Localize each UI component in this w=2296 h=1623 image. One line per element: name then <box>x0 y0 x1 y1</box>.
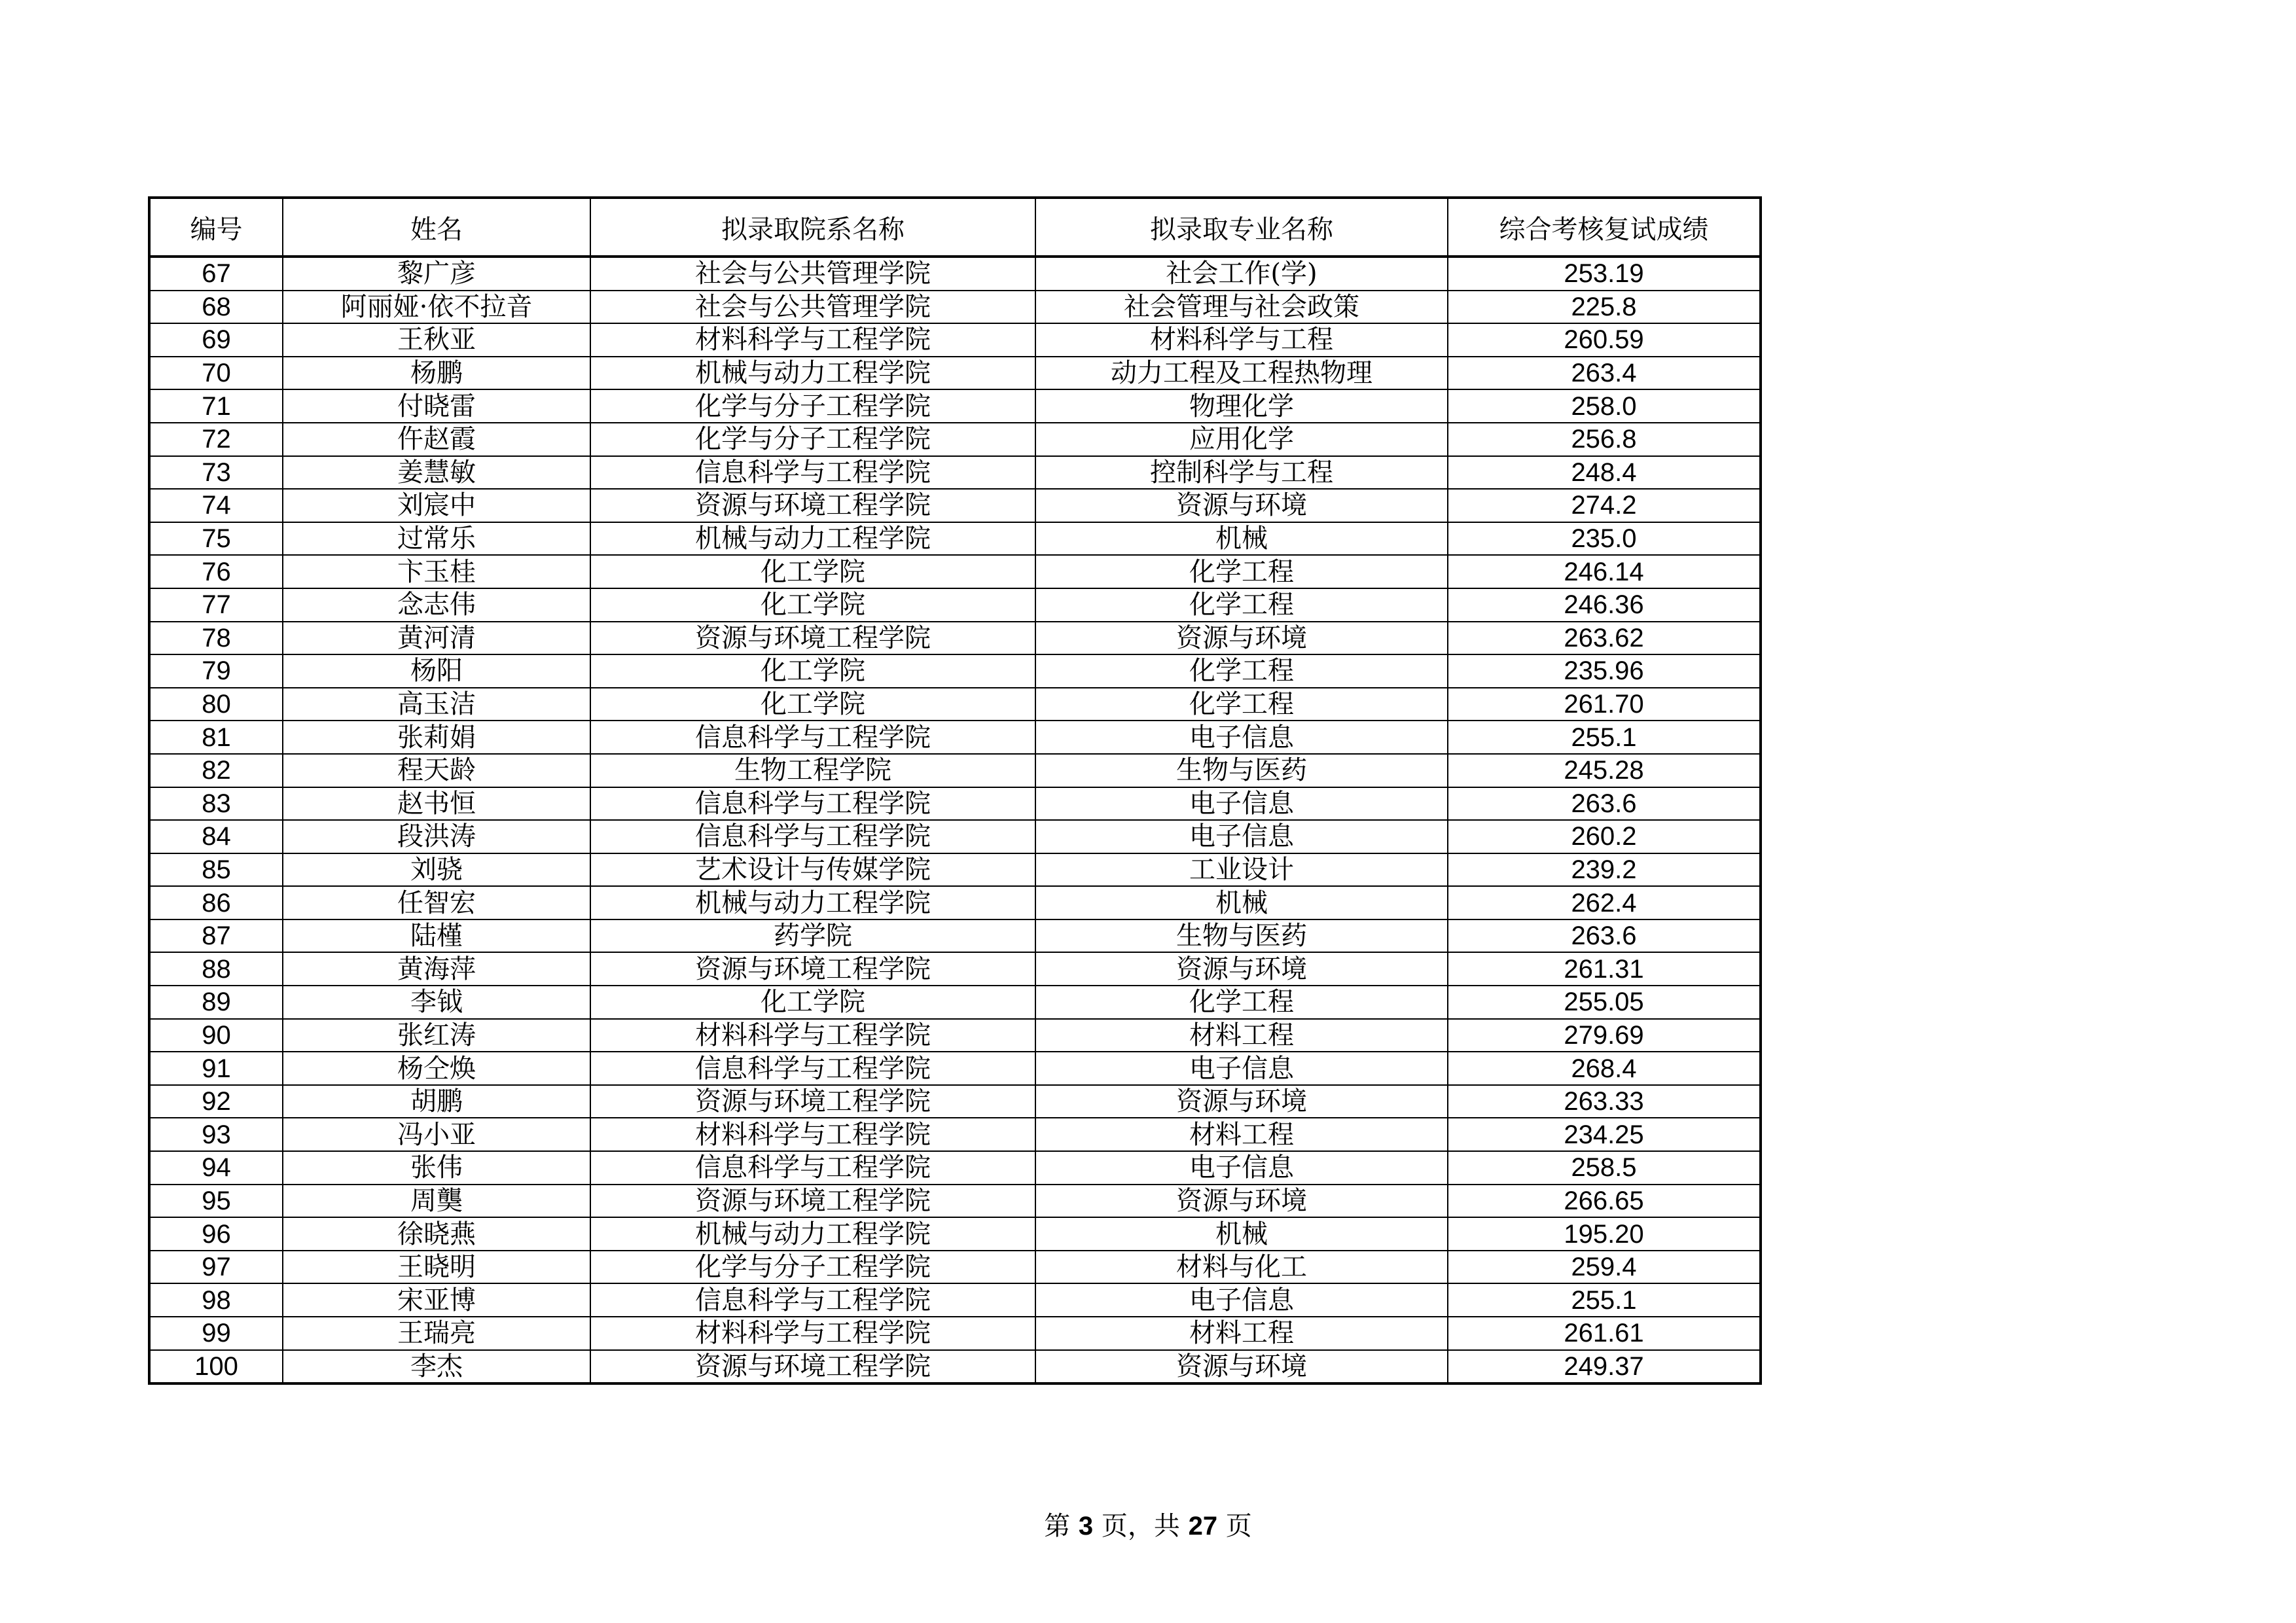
header-id: 编号 <box>149 198 283 257</box>
cell-id: 85 <box>149 853 283 887</box>
cell-id: 86 <box>149 886 283 919</box>
table-row <box>149 622 1761 655</box>
cell-department: 化学与分子工程学院 <box>590 389 1035 423</box>
cell-department: 资源与环境工程学院 <box>590 1350 1035 1384</box>
cell-major: 资源与环境 <box>1035 1350 1448 1384</box>
cell-id: 79 <box>149 654 283 688</box>
cell-major: 物理化学 <box>1035 389 1448 423</box>
cell-department: 机械与动力工程学院 <box>590 1217 1035 1251</box>
table-row <box>149 522 1761 556</box>
header-score: 综合考核复试成绩 <box>1448 198 1761 257</box>
table-row <box>149 323 1761 357</box>
cell-name: 黎广彦 <box>283 257 590 291</box>
footer-prefix: 第 <box>1044 1511 1079 1541</box>
cell-department: 材料科学与工程学院 <box>590 1019 1035 1052</box>
cell-name: 程天龄 <box>283 754 590 787</box>
cell-major: 工业设计 <box>1035 853 1448 887</box>
admission-score-table <box>148 196 1762 1385</box>
table-row <box>149 986 1761 1019</box>
cell-id: 82 <box>149 754 283 787</box>
cell-name: 念志伟 <box>283 588 590 622</box>
table-row <box>149 1217 1761 1251</box>
cell-department: 信息科学与工程学院 <box>590 1283 1035 1317</box>
table-row <box>149 1052 1761 1085</box>
cell-score: 263.62 <box>1448 622 1761 655</box>
cell-id: 72 <box>149 423 283 456</box>
page-footer <box>0 1505 2296 1543</box>
cell-department: 资源与环境工程学院 <box>590 1185 1035 1218</box>
cell-id: 84 <box>149 820 283 853</box>
cell-name: 张伟 <box>283 1151 590 1185</box>
table-row <box>149 456 1761 490</box>
cell-department: 资源与环境工程学院 <box>590 952 1035 986</box>
cell-id: 100 <box>149 1350 283 1384</box>
cell-name: 李钺 <box>283 986 590 1019</box>
table-row <box>149 1283 1761 1317</box>
table-row <box>149 1151 1761 1185</box>
header-department: 拟录取院系名称 <box>590 198 1035 257</box>
cell-department: 化工学院 <box>590 588 1035 622</box>
cell-major: 电子信息 <box>1035 721 1448 754</box>
cell-score: 262.4 <box>1448 886 1761 919</box>
cell-name: 仵赵霞 <box>283 423 590 456</box>
cell-score: 235.0 <box>1448 522 1761 556</box>
cell-name: 姜慧敏 <box>283 456 590 490</box>
cell-major: 资源与环境 <box>1035 622 1448 655</box>
table-row <box>149 1350 1761 1384</box>
cell-id: 88 <box>149 952 283 986</box>
footer-suffix: 页 <box>1217 1511 1252 1541</box>
cell-score: 239.2 <box>1448 853 1761 887</box>
cell-name: 张莉娟 <box>283 721 590 754</box>
cell-name: 陆槿 <box>283 919 590 953</box>
cell-score: 246.14 <box>1448 555 1761 588</box>
cell-id: 95 <box>149 1185 283 1218</box>
cell-name: 周龑 <box>283 1185 590 1218</box>
cell-score: 266.65 <box>1448 1185 1761 1218</box>
cell-score: 255.1 <box>1448 721 1761 754</box>
cell-id: 94 <box>149 1151 283 1185</box>
table-row <box>149 886 1761 919</box>
cell-name: 杨鹏 <box>283 357 590 390</box>
cell-score: 225.8 <box>1448 291 1761 324</box>
cell-id: 67 <box>149 257 283 291</box>
cell-score: 195.20 <box>1448 1217 1761 1251</box>
cell-major: 资源与环境 <box>1035 1185 1448 1218</box>
cell-department: 社会与公共管理学院 <box>590 291 1035 324</box>
cell-department: 信息科学与工程学院 <box>590 787 1035 821</box>
cell-major: 材料工程 <box>1035 1019 1448 1052</box>
table-row <box>149 820 1761 853</box>
cell-major: 机械 <box>1035 886 1448 919</box>
cell-name: 冯小亚 <box>283 1118 590 1151</box>
current-page-number: 3 <box>1078 1512 1094 1541</box>
cell-name: 刘宸中 <box>283 489 590 522</box>
cell-name: 王秋亚 <box>283 323 590 357</box>
cell-department: 信息科学与工程学院 <box>590 820 1035 853</box>
cell-score: 258.5 <box>1448 1151 1761 1185</box>
table-header <box>149 198 1761 257</box>
cell-name: 张红涛 <box>283 1019 590 1052</box>
cell-id: 87 <box>149 919 283 953</box>
cell-name: 付晓雷 <box>283 389 590 423</box>
cell-id: 92 <box>149 1085 283 1118</box>
table-body <box>149 257 1761 1383</box>
cell-score: 245.28 <box>1448 754 1761 787</box>
cell-name: 杨仝焕 <box>283 1052 590 1085</box>
cell-id: 78 <box>149 622 283 655</box>
cell-id: 91 <box>149 1052 283 1085</box>
cell-name: 任智宏 <box>283 886 590 919</box>
cell-id: 81 <box>149 721 283 754</box>
cell-major: 动力工程及工程热物理 <box>1035 357 1448 390</box>
cell-major: 资源与环境 <box>1035 489 1448 522</box>
cell-name: 宋亚博 <box>283 1283 590 1317</box>
cell-department: 药学院 <box>590 919 1035 953</box>
table-row <box>149 1019 1761 1052</box>
cell-score: 234.25 <box>1448 1118 1761 1151</box>
cell-name: 胡鹏 <box>283 1085 590 1118</box>
cell-score: 253.19 <box>1448 257 1761 291</box>
table-row <box>149 654 1761 688</box>
cell-name: 黄河清 <box>283 622 590 655</box>
cell-score: 261.61 <box>1448 1317 1761 1350</box>
cell-department: 化工学院 <box>590 654 1035 688</box>
cell-department: 信息科学与工程学院 <box>590 1052 1035 1085</box>
cell-major: 材料与化工 <box>1035 1251 1448 1284</box>
table-row <box>149 853 1761 887</box>
cell-id: 89 <box>149 986 283 1019</box>
cell-id: 90 <box>149 1019 283 1052</box>
cell-score: 259.4 <box>1448 1251 1761 1284</box>
cell-score: 260.2 <box>1448 820 1761 853</box>
cell-name: 王瑞亮 <box>283 1317 590 1350</box>
cell-name: 过常乐 <box>283 522 590 556</box>
cell-department: 生物工程学院 <box>590 754 1035 787</box>
cell-department: 信息科学与工程学院 <box>590 456 1035 490</box>
cell-id: 74 <box>149 489 283 522</box>
table-row <box>149 952 1761 986</box>
cell-department: 化工学院 <box>590 555 1035 588</box>
cell-id: 70 <box>149 357 283 390</box>
table-row <box>149 721 1761 754</box>
cell-major: 控制科学与工程 <box>1035 456 1448 490</box>
cell-score: 263.33 <box>1448 1085 1761 1118</box>
cell-department: 资源与环境工程学院 <box>590 489 1035 522</box>
table-row <box>149 1251 1761 1284</box>
cell-department: 化工学院 <box>590 986 1035 1019</box>
cell-id: 93 <box>149 1118 283 1151</box>
cell-score: 255.1 <box>1448 1283 1761 1317</box>
cell-department: 信息科学与工程学院 <box>590 1151 1035 1185</box>
cell-name: 段洪涛 <box>283 820 590 853</box>
cell-score: 248.4 <box>1448 456 1761 490</box>
cell-name: 刘骁 <box>283 853 590 887</box>
table-row <box>149 1317 1761 1350</box>
cell-major: 化学工程 <box>1035 986 1448 1019</box>
footer-middle: 页，共 <box>1093 1511 1189 1541</box>
cell-department: 化学与分子工程学院 <box>590 423 1035 456</box>
cell-score: 261.70 <box>1448 688 1761 721</box>
cell-major: 机械 <box>1035 1217 1448 1251</box>
cell-major: 社会工作(学) <box>1035 257 1448 291</box>
cell-major: 资源与环境 <box>1035 952 1448 986</box>
cell-id: 75 <box>149 522 283 556</box>
cell-name: 杨阳 <box>283 654 590 688</box>
cell-score: 268.4 <box>1448 1052 1761 1085</box>
cell-name: 卞玉桂 <box>283 555 590 588</box>
cell-id: 77 <box>149 588 283 622</box>
cell-id: 71 <box>149 389 283 423</box>
cell-name: 王晓明 <box>283 1251 590 1284</box>
cell-department: 社会与公共管理学院 <box>590 257 1035 291</box>
cell-major: 电子信息 <box>1035 1151 1448 1185</box>
cell-department: 机械与动力工程学院 <box>590 522 1035 556</box>
table-row <box>149 389 1761 423</box>
table-row <box>149 1085 1761 1118</box>
cell-major: 资源与环境 <box>1035 1085 1448 1118</box>
cell-major: 电子信息 <box>1035 820 1448 853</box>
table-row <box>149 555 1761 588</box>
cell-department: 资源与环境工程学院 <box>590 622 1035 655</box>
cell-score: 263.4 <box>1448 357 1761 390</box>
cell-department: 艺术设计与传媒学院 <box>590 853 1035 887</box>
cell-department: 机械与动力工程学院 <box>590 886 1035 919</box>
table-row <box>149 787 1761 821</box>
cell-major: 材料工程 <box>1035 1317 1448 1350</box>
cell-name: 徐晓燕 <box>283 1217 590 1251</box>
total-pages-number: 27 <box>1188 1512 1218 1541</box>
cell-major: 电子信息 <box>1035 1052 1448 1085</box>
cell-id: 97 <box>149 1251 283 1284</box>
cell-major: 电子信息 <box>1035 1283 1448 1317</box>
cell-score: 246.36 <box>1448 588 1761 622</box>
cell-score: 274.2 <box>1448 489 1761 522</box>
cell-score: 263.6 <box>1448 787 1761 821</box>
cell-score: 256.8 <box>1448 423 1761 456</box>
table-row <box>149 919 1761 953</box>
table-row <box>149 357 1761 390</box>
cell-major: 应用化学 <box>1035 423 1448 456</box>
cell-id: 96 <box>149 1217 283 1251</box>
cell-major: 电子信息 <box>1035 787 1448 821</box>
cell-major: 化学工程 <box>1035 688 1448 721</box>
header-major: 拟录取专业名称 <box>1035 198 1448 257</box>
cell-major: 化学工程 <box>1035 654 1448 688</box>
cell-score: 249.37 <box>1448 1350 1761 1384</box>
table-row <box>149 489 1761 522</box>
cell-major: 社会管理与社会政策 <box>1035 291 1448 324</box>
cell-name: 高玉洁 <box>283 688 590 721</box>
cell-major: 材料工程 <box>1035 1118 1448 1151</box>
cell-major: 机械 <box>1035 522 1448 556</box>
header-name: 姓名 <box>283 198 590 257</box>
cell-id: 80 <box>149 688 283 721</box>
cell-department: 化学与分子工程学院 <box>590 1251 1035 1284</box>
table-row <box>149 423 1761 456</box>
cell-score: 258.0 <box>1448 389 1761 423</box>
cell-id: 69 <box>149 323 283 357</box>
cell-department: 材料科学与工程学院 <box>590 323 1035 357</box>
table-row <box>149 1118 1761 1151</box>
cell-major: 材料科学与工程 <box>1035 323 1448 357</box>
cell-score: 279.69 <box>1448 1019 1761 1052</box>
cell-major: 生物与医药 <box>1035 919 1448 953</box>
cell-score: 260.59 <box>1448 323 1761 357</box>
cell-id: 83 <box>149 787 283 821</box>
cell-department: 材料科学与工程学院 <box>590 1317 1035 1350</box>
cell-major: 生物与医药 <box>1035 754 1448 787</box>
table-row <box>149 688 1761 721</box>
cell-major: 化学工程 <box>1035 588 1448 622</box>
cell-score: 255.05 <box>1448 986 1761 1019</box>
cell-name: 李杰 <box>283 1350 590 1384</box>
cell-id: 68 <box>149 291 283 324</box>
cell-id: 76 <box>149 555 283 588</box>
cell-id: 99 <box>149 1317 283 1350</box>
cell-score: 263.6 <box>1448 919 1761 953</box>
cell-department: 化工学院 <box>590 688 1035 721</box>
cell-major: 化学工程 <box>1035 555 1448 588</box>
cell-score: 235.96 <box>1448 654 1761 688</box>
table-row <box>149 588 1761 622</box>
table-row <box>149 754 1761 787</box>
table-row <box>149 257 1761 291</box>
cell-department: 机械与动力工程学院 <box>590 357 1035 390</box>
cell-name: 黄海萍 <box>283 952 590 986</box>
cell-name: 阿丽娅·依不拉音 <box>283 291 590 324</box>
cell-id: 98 <box>149 1283 283 1317</box>
cell-department: 资源与环境工程学院 <box>590 1085 1035 1118</box>
cell-department: 材料科学与工程学院 <box>590 1118 1035 1151</box>
cell-department: 信息科学与工程学院 <box>590 721 1035 754</box>
header-row <box>149 198 1761 257</box>
table-row <box>149 1185 1761 1218</box>
table-row <box>149 291 1761 324</box>
cell-name: 赵书恒 <box>283 787 590 821</box>
cell-score: 261.31 <box>1448 952 1761 986</box>
cell-id: 73 <box>149 456 283 490</box>
